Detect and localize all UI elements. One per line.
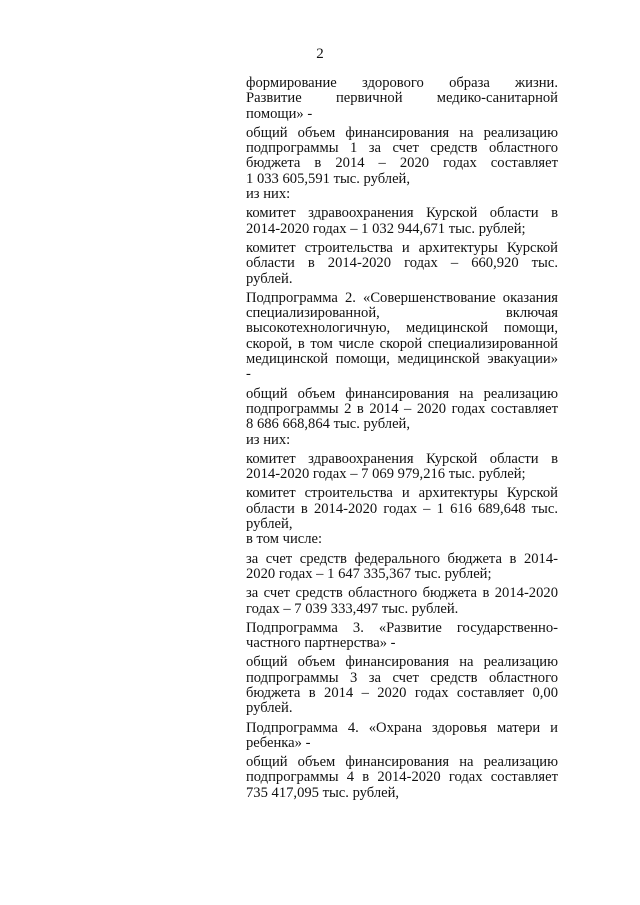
text-line: 2020 годах – 1 647 335,367 тыс. рублей; [246,565,492,582]
text-line: из них: [246,431,291,448]
text-line: общий объем финансирования на реализацию [246,385,558,402]
text-line: специализированной, включая [246,305,558,322]
text-line: помощи» - [246,105,313,122]
text-line: за счет средств областного бюджета в 2014-2020 [246,585,558,602]
text-line: формирование здорового образа жизни. [246,75,558,91]
text-line: частного партнерства» - [246,635,396,652]
text-line: рублей. [246,270,293,287]
text-line: - [246,366,251,383]
text-line: 735 417,095 тыс. рублей, [246,784,400,801]
text-line: бюджета в 2014 – 2020 годах составляет [246,155,558,172]
text-line: области в 2014-2020 годах – 660,920 тыс. [246,255,558,272]
text-line: Подпрограмма 4. «Охрана здоровья матери и [246,719,558,736]
text-line: общий объем финансирования на реализацию [246,654,558,671]
text-line: 2014-2020 годах – 1 032 944,671 тыс. рублей; [246,220,526,237]
text-line: общий объем финансирования на реализацию [246,124,558,141]
text-line: рублей, [246,516,293,533]
text-line: Развитие первичной медико-санитарной [246,90,558,107]
text-line: области в 2014-2020 годах – 1 616 689,648 тыс. [246,500,558,517]
text-line: 1 033 605,591 тыс. рублей, [246,170,411,187]
text-line: комитет строительства и архитектуры Курской [246,485,558,502]
text-line: из них: [246,186,291,203]
text-line: бюджета в 2014 – 2020 годах составляет 0,00 [246,684,558,701]
text-line: за счет средств федерального бюджета в 2014- [246,550,558,567]
text-line: комитет здравоохранения Курской области в [246,450,558,467]
text-line: комитет здравоохранения Курской области в [246,205,558,222]
text-line: подпрограммы 4 в 2014-2020 годах составляет [246,769,558,786]
document-body [246,76,558,801]
text-line: Подпрограмма 2. «Совершенствование оказания [246,289,558,306]
text-line: комитет строительства и архитектуры Курской [246,239,558,256]
text-line: рублей. [246,700,293,717]
text-line: подпрограммы 3 за счет средств областного [246,669,558,686]
page-number: 2 [316,46,324,62]
text-line: 8 686 668,864 тыс. рублей, [246,416,411,433]
text-line: медицинской помощи, медицинской эвакуации» [246,351,558,368]
text-line: годах – 7 039 333,497 тыс. рублей. [246,600,459,617]
text-line: Подпрограмма 3. «Развитие государственно- [246,619,558,636]
text-line: подпрограммы 2 в 2014 – 2020 годах составляет [246,400,558,417]
text-line: общий объем финансирования на реализацию [246,754,558,771]
text-line: 2014-2020 годах – 7 069 979,216 тыс. рублей; [246,466,526,483]
text-line: ребенка» - [246,734,311,751]
text-line: высокотехнологичную, медицинской помощи, [246,320,558,337]
text-line: в том числе: [246,531,323,548]
text-line: скорой, в том числе скорой специализированной [246,335,558,352]
text-line: подпрограммы 1 за счет средств областного [246,140,558,157]
